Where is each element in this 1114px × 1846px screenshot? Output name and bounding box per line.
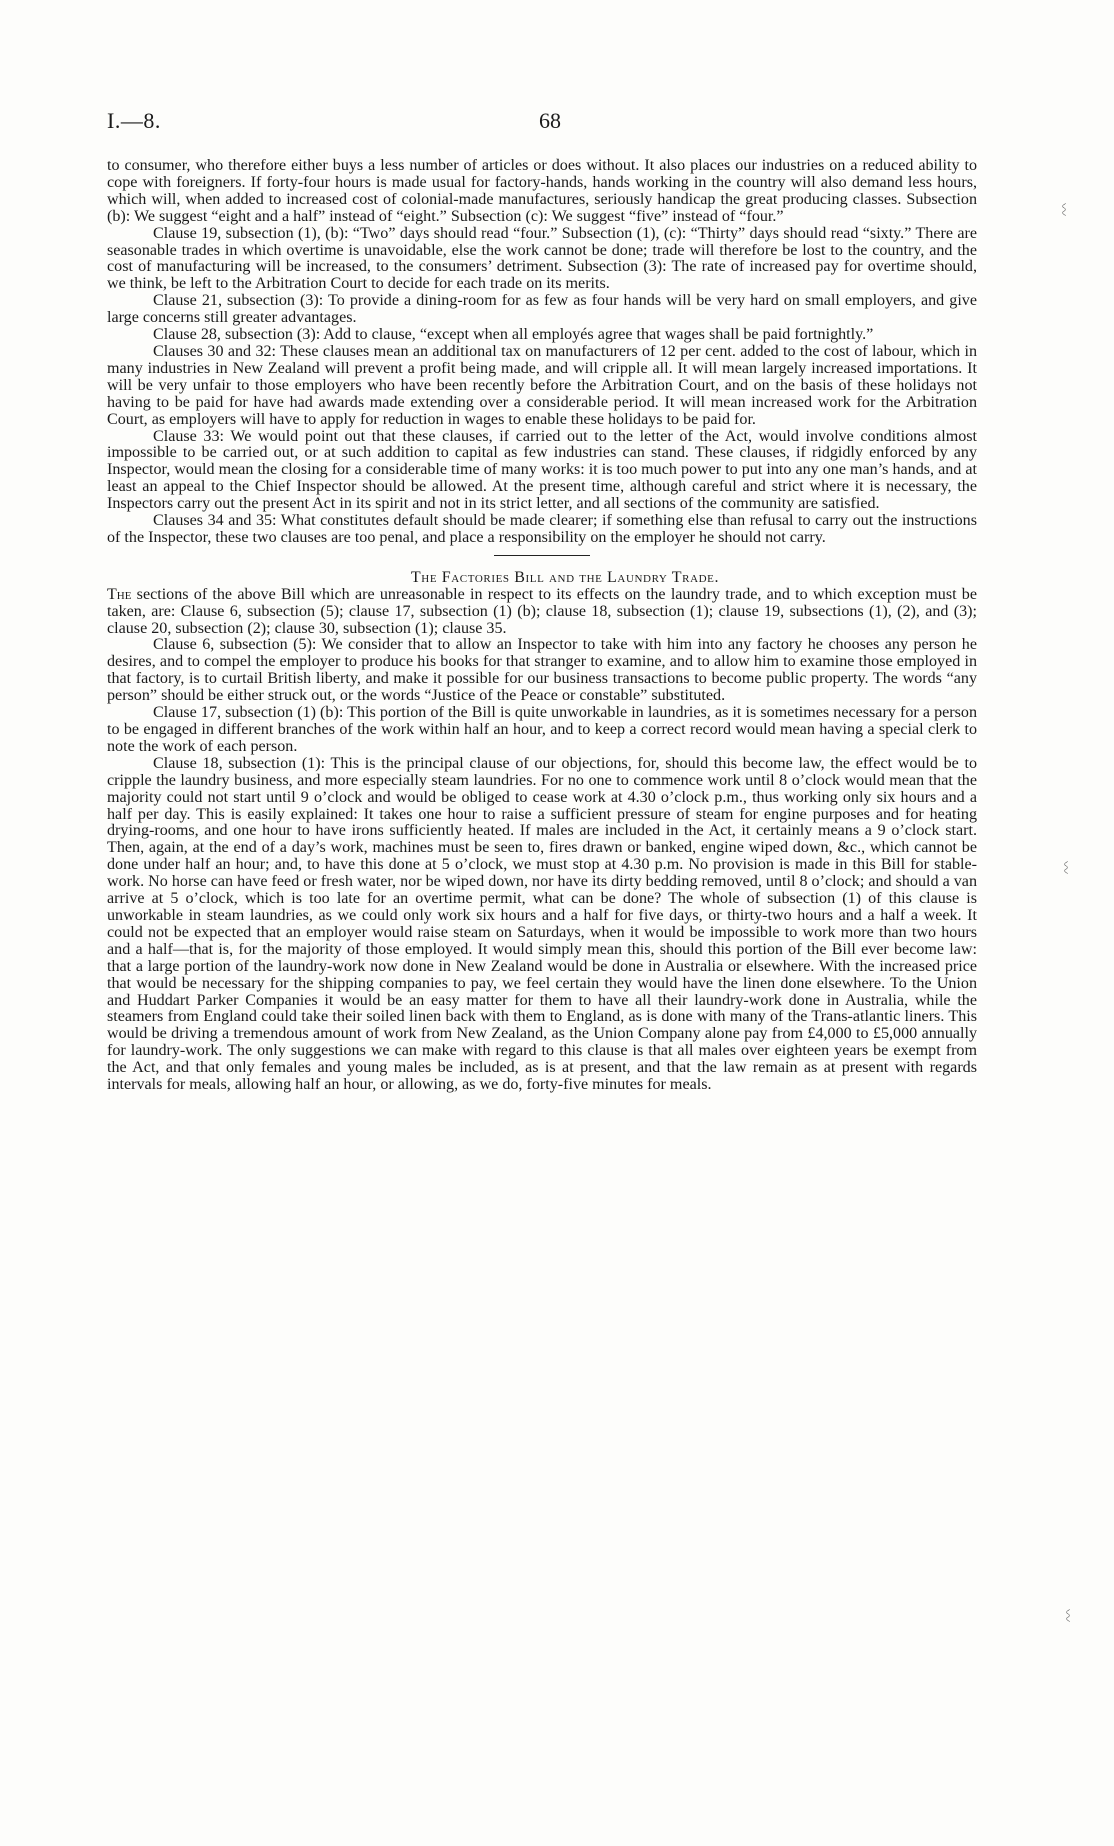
paragraph-clause-18: Clause 18, subsection (1): This is the principal clause of our objections, for, should this become law, the effect would be to cripple the laundry business, and more especially steam laundries. For no one to commence work until 8 o’clock would mean that the majority could not start until 9 o’clock and would be obliged to cease work at 4.30 o’clock p.m., thus working only six hours and a half per day. This is easily explained: It takes one hour to raise a sufficient pressure of steam for engine purposes and for heating drying-rooms, and one hour to have irons sufficiently heated. If males are included in the Act, it certainly means a 9 o’clock start. Then, again, at the end of a day’s work, machines must be seen to, fires drawn or banked, engine wiped down, &c., which cannot be done under half an hour; and, to have this done at 5 o’clock, we must stop at 4.30 p.m. No provision is made in this Bill for stable-work. No horse can have feed or fresh water, nor be wiped down, nor have its dirty bedding removed, until 8 o’clock; and should a van arrive at 5 o’clock, which is too late for an overtime permit, what can be done? The whole of subsection (1) of this clause is unworkable in steam laundries, as we could only work six hours and a half for five days, or thirty-two hours and a half a week. It could not be expected that an employer would raise steam on Saturdays, when it would be impossible to work more than two hours and a half—that is, for the majority of those employed. It would simply mean this, should this portion of the Bill ever become law: that a large portion of the laundry-work now done in New Zealand would be done in Australia or elsewhere. With the increased price that would be necessary for the shipping companies to pay, we feel certain they would have the linen done elsewhere. To the Union and Huddart Parker Companies it would be an easy matter for them to have all their laundry-work done in Australia, while the steamers from England could take their soiled linen back with them to England, as is done with many of the Trans-atlantic liners. This would be driving a tremendous amount of work from New Zealand, as the Union Company alone pay from £4,000 to £5,000 annually for laundry-work. The only suggestions we can make with regard to this clause is that all males over eighteen years be exempt from the Act, and that only females and young males be included, as is at present, and that the law remain as at present with regards intervals for meals, allowing half an hour, or allowing, as we do, forty-five minutes for meals.	[107, 754, 977, 1094]
paragraph-continuation: to consumer, who therefore either buys a less number of articles or does without. It also places our industries on a reduced ability to cope with foreigners. If forty-four hours is made usual for factory-hands, hands working in the country will also demand less hours, which will, when added to increased cost of colonial-made manufactures, seriously handicap the great producing classes. Subsection (b): We suggest “eight and a half” instead of “eight.” Subsection (c): We suggest “five” instead of “four.”	[107, 157, 977, 225]
section-divider	[494, 555, 590, 556]
document-body	[107, 158, 977, 1094]
intro-text: sections of the above Bill which are unreasonable in respect to its effects on the laundry trade, and to which exception must be taken, are: Clause 6, subsection (5); clause 17, subsection (1) (b); clause 18, subsection (1); clause 19, subsections (1), (2), and (3); clause 20, subsection (2); clause 30, subsection (1); clause 35.	[107, 585, 977, 637]
paragraph-clause-21: Clause 21, subsection (3): To provide a dining-room for as few as four hands will be very hard on small employers, and give large concerns still greater advantages.	[107, 292, 977, 327]
paragraph-laundry-intro	[107, 587, 977, 638]
paragraph-clause-33: Clause 33: We would point out that these clauses, if carried out to the letter of the Act, would involve conditions almost impossible to be carried out, or at such addition to capital as few industries can stand. These clauses, if ridgidly enforced by any Inspector, would mean the closing for a considerable time of many works: it is too much power to put into any one man’s hands, and at least an appeal to the Chief Inspector should be allowed. At the present time, although careful and strict where it is necessary, the Inspectors carry out the present Act in its spirit and not in its strict letter, and all sections of the community are satisfied.	[107, 427, 977, 513]
paragraph-clause-6: Clause 6, subsection (5): We consider that to allow an Inspector to take with him into any factory he chooses any person he desires, and to compel the employer to produce his books for that stranger to examine, and to allow him to examine those employed in that factory, is to curtail British liberty, and make it possible for our business transactions to become public property. The words “any person” should be either struck out, or the words “Justice of the Peace or constable” substituted.	[107, 636, 977, 705]
page-number: 68	[539, 108, 561, 133]
section-heading: The Factories Bill and the Laundry Trade.	[410, 568, 720, 586]
document-code: I.—8.	[107, 108, 161, 133]
lead-word: The	[107, 585, 132, 603]
page-header	[107, 108, 977, 138]
paragraph-clauses-30-32: Clauses 30 and 32: These clauses mean an additional tax on manufacturers of 12 per cent. added to the cost of labour, which in many industries in New Zealand will prevent a profit being made, and will cripple all. It will mean largely increased importations. It will be very unfair to those employers who have been recently before the Arbitration Court, and on the basis of these holidays not having to be paid for have had awards made extending over a considerable period. It will mean increased work for the Arbitration Court, as employers will have to apply for reduction in wages to enable these holidays to be paid for.	[107, 342, 977, 428]
paragraph-clause-19: Clause 19, subsection (1), (b): “Two” days should read “four.” Subsection (1), (c): “Thirty” days should read “sixty.” There are seasonable trades in which overtime is unavoidable, else the work cannot be done; trade will therefore be lost to the country, and the cost of manufacturing will be increased, to the consumers’ detriment. Subsection (3): The rate of increased pay for overtime should, we think, be left to the Arbitration Court to decide for each trade on its merits.	[107, 224, 977, 293]
paragraph-clause-28: Clause 28, subsection (3): Add to clause, “except when all employés agree that wages shall be paid fortnightly.”	[153, 326, 874, 344]
margin-pencil-mark: 〰	[1060, 1608, 1076, 1623]
margin-pencil-mark: 〰	[1058, 860, 1074, 875]
paragraph-clause-17: Clause 17, subsection (1) (b): This portion of the Bill is quite unworkable in laundries, as it is sometimes necessary for a person to be engaged in different branches of the work within half an hour, and to keep a correct record would mean having a special clerk to note the work of each person.	[107, 704, 977, 755]
paragraph-clauses-34-35: Clauses 34 and 35: What constitutes default should be made clearer; if something else than refusal to carry out the instructions of the Inspector, these two clauses are too penal, and place a responsibility on the employer he should not carry.	[107, 512, 977, 546]
margin-pencil-mark: 〰	[1056, 202, 1072, 217]
